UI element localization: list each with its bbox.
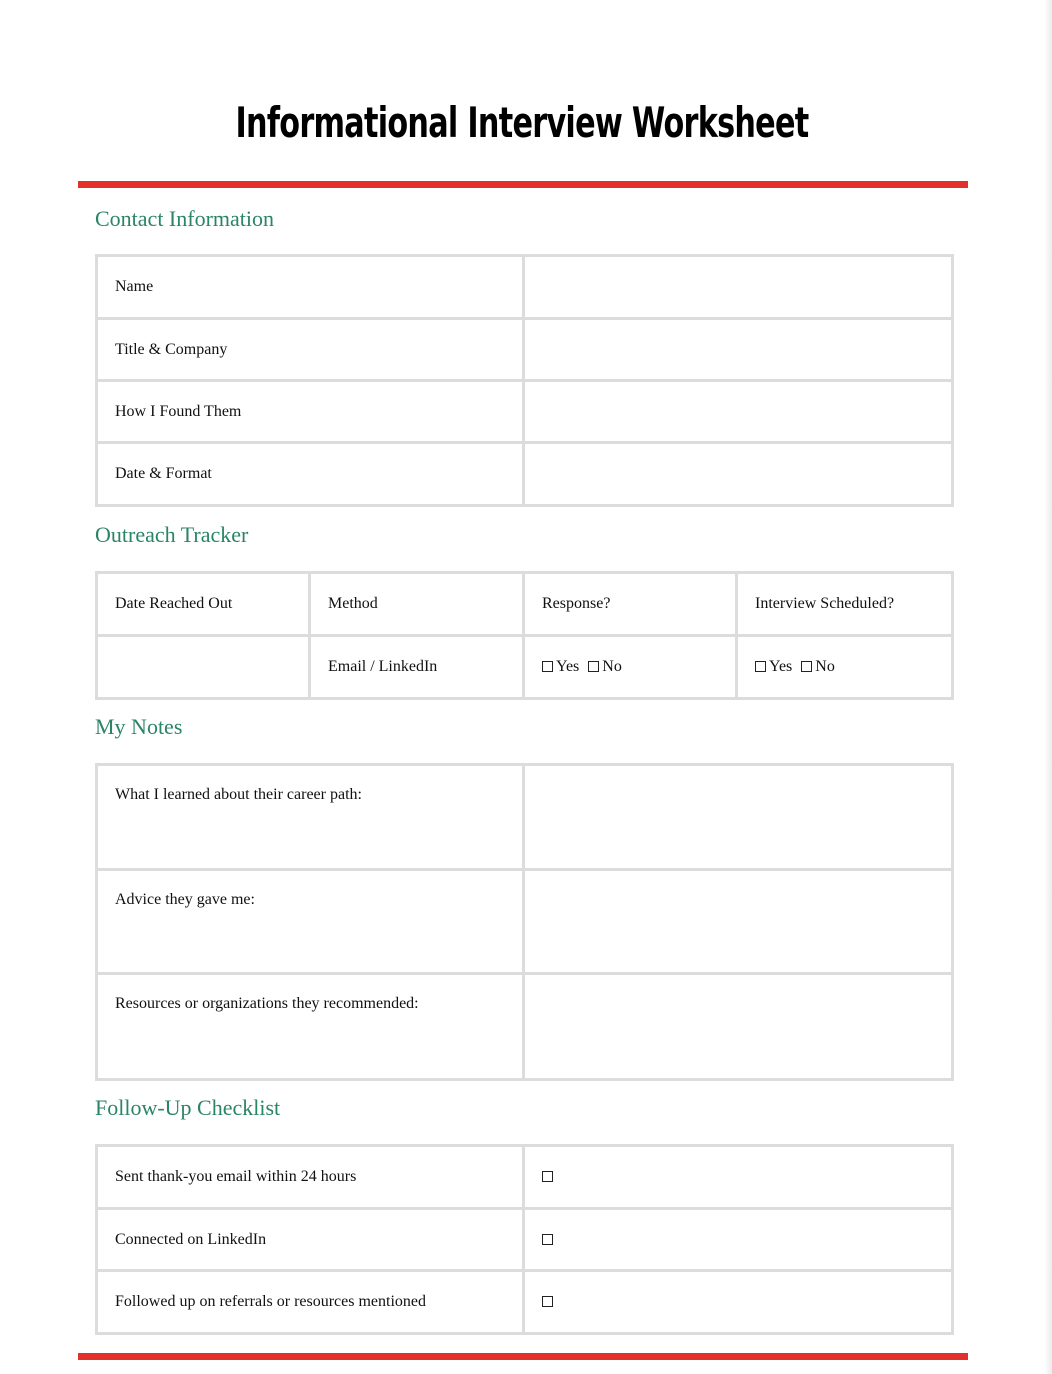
column-header: Interview Scheduled? [737,573,953,636]
contact-section-heading: Contact Information [95,206,275,231]
resources-notes-field[interactable] [524,974,953,1080]
checklist-label: Connected on LinkedIn [97,1209,524,1271]
notes-row-advice [97,870,953,974]
contact-name-field[interactable] [524,256,953,319]
notes-label: Advice they gave me: [97,870,524,974]
top-divider [78,181,968,188]
notes-label: Resources or organizations they recommended: [97,974,524,1080]
page-edge-shadow [1044,0,1052,1374]
thank-you-email-checkbox[interactable] [542,1171,553,1182]
contact-date-format-field[interactable] [524,443,953,506]
career-path-notes-field[interactable] [524,765,953,870]
outreach-section-heading: Outreach Tracker [95,522,249,547]
response-no-option[interactable] [588,658,622,675]
column-header: Response? [524,573,737,636]
contact-row-name [97,256,953,319]
checklist-item [97,1209,953,1271]
column-header: Date Reached Out [97,573,310,636]
checklist-check-cell [524,1209,953,1271]
scheduled-no-option[interactable] [801,658,835,675]
outreach-header-row [97,573,953,636]
option-label: Yes [556,658,580,675]
checklist-item [97,1271,953,1334]
date-reached-out-field[interactable] [97,636,310,699]
contact-label: Date & Format [97,443,524,506]
notes-section-heading: My Notes [95,714,183,739]
checklist-item [97,1146,953,1209]
response-yes-option[interactable] [542,658,579,675]
page-title: Informational Interview Worksheet [235,98,809,147]
referrals-followed-up-checkbox[interactable] [542,1296,553,1307]
scheduled-yes-option[interactable] [755,658,792,675]
response-cell [524,636,737,699]
outreach-entry-row [97,636,953,699]
contact-row-date-format [97,443,953,506]
contact-title-company-field[interactable] [524,319,953,381]
checklist-check-cell [524,1271,953,1334]
contact-table [95,254,954,507]
contact-row-title-company [97,319,953,381]
column-header: Method [310,573,524,636]
advice-notes-field[interactable] [524,870,953,974]
checklist-check-cell [524,1146,953,1209]
contact-label: Name [97,256,524,319]
followup-table [95,1144,954,1335]
notes-table [95,763,954,1081]
notes-row-resources [97,974,953,1080]
checklist-label: Sent thank-you email within 24 hours [97,1146,524,1209]
contact-label: How I Found Them [97,381,524,443]
interview-scheduled-cell [737,636,953,699]
checkbox-icon [755,661,766,672]
checklist-label: Followed up on referrals or resources mentioned [97,1271,524,1334]
checkbox-icon [801,661,812,672]
notes-row-career-path [97,765,953,870]
checkbox-icon [588,661,599,672]
followup-section-heading: Follow-Up Checklist [95,1095,281,1120]
contact-how-found-field[interactable] [524,381,953,443]
option-label: No [602,658,622,675]
notes-label: What I learned about their career path: [97,765,524,870]
contact-label: Title & Company [97,319,524,381]
option-label: No [815,658,835,675]
bottom-divider [78,1353,968,1360]
contact-row-how-found [97,381,953,443]
checkbox-icon [542,661,553,672]
outreach-table [95,571,954,700]
option-label: Yes [769,658,793,675]
linkedin-connected-checkbox[interactable] [542,1234,553,1245]
method-cell: Email / LinkedIn [310,636,524,699]
